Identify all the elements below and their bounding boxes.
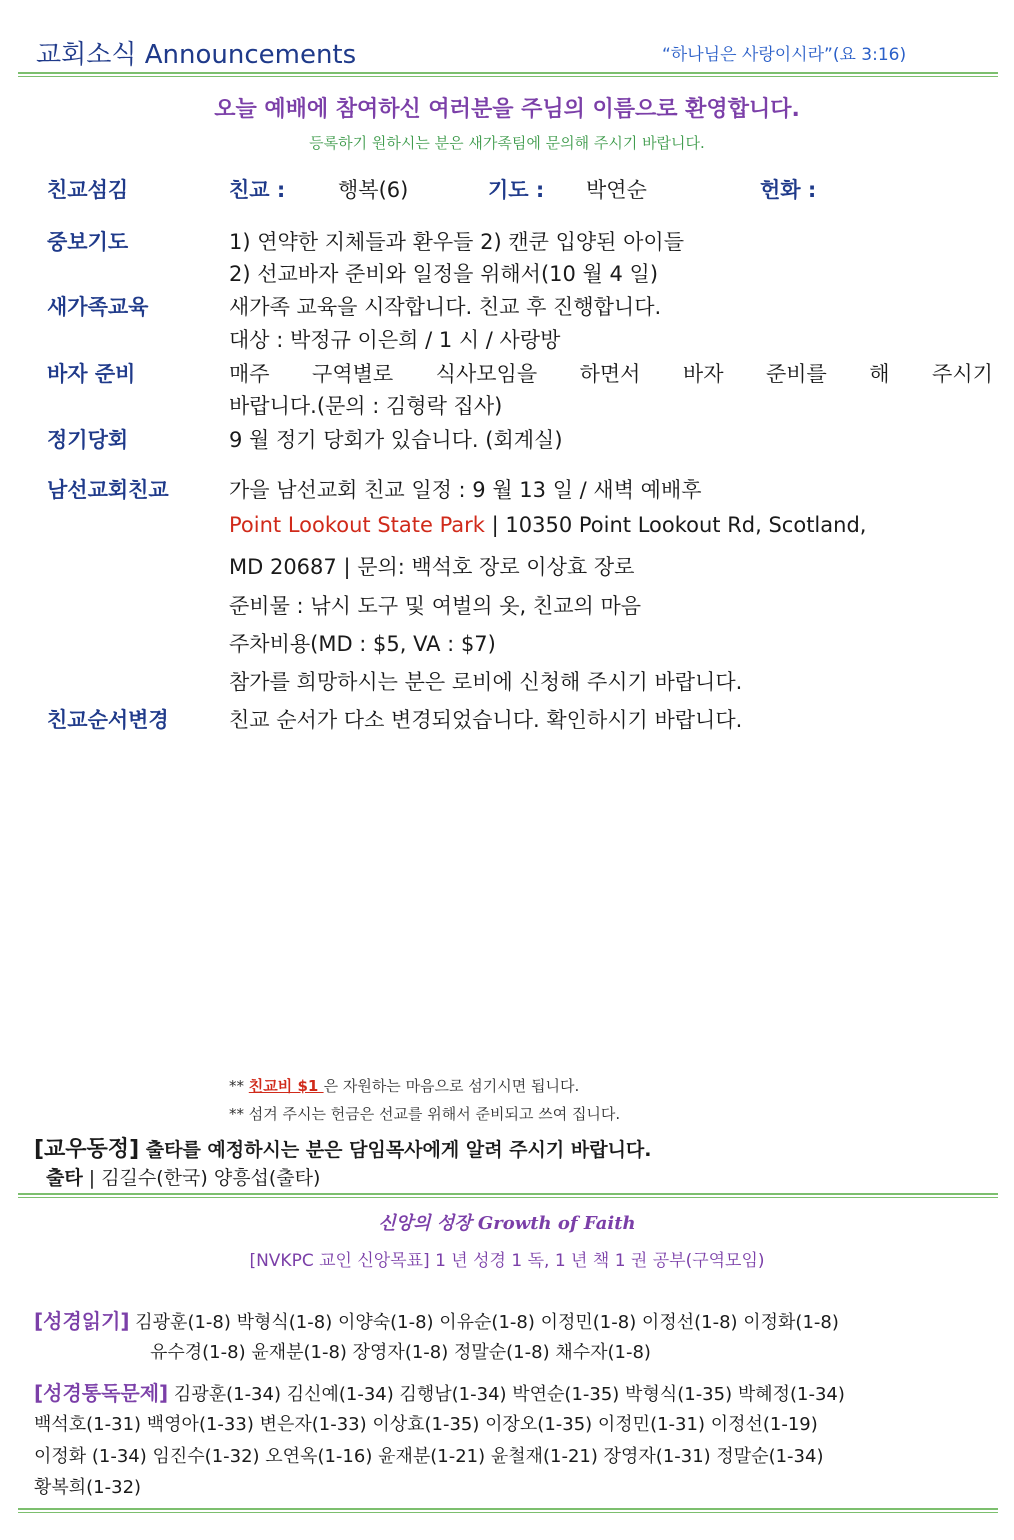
- reading-names-1: 김광훈(1-8) 박형식(1-8) 이양숙(1-8) 이유순(1-8) 이정민(1-8) 이정선(1-8) 이정화(1-8): [129, 1312, 839, 1333]
- note-offering: ** 섬겨 주시는 헌금은 선교를 위해서 준비되고 쓰여 집니다.: [229, 1105, 621, 1123]
- bazaar-word: 매주: [229, 362, 270, 386]
- outing-line5: 주차비용(MD : $5, VA : $7): [229, 632, 496, 656]
- fellowship-label: 친교 :: [229, 178, 286, 202]
- outing-line1: 가을 남선교회 친교 일정 : 9 월 13 일 / 새벽 예배후: [229, 478, 702, 502]
- order-label: 친교순서변경: [47, 708, 169, 732]
- prayer-value: 박연순: [586, 178, 647, 202]
- faith-goal: [NVKPC 교인 신앙목표] 1 년 성경 1 독, 1 년 책 1 권 공부(구역모임): [249, 1251, 765, 1271]
- bazaar-word: 해: [869, 362, 890, 386]
- newfamily-label: 새가족교육: [47, 295, 149, 319]
- quiz-line2: 백석호(1-31) 백영아(1-33) 변은자(1-33) 이상효(1-35) 이장오(1-35) 이정민(1-31) 이정선(1-19): [34, 1414, 818, 1435]
- park-address: | 10350 Point Lookout Rd, Scotland,: [484, 513, 867, 537]
- travel-value: | 김길수(한국) 양흥섭(출타): [82, 1167, 321, 1189]
- note-prefix: **: [229, 1077, 249, 1095]
- news-title: [34, 1132, 652, 1163]
- quiz-line3: 이정화 (1-34) 임진수(1-32) 오연옥(1-16) 윤재분(1-21) 윤철재(1-21) 장영자(1-31) 정말순(1-34): [34, 1446, 824, 1467]
- newfamily-line1: 새가족 교육을 시작합니다. 친교 후 진행합니다.: [229, 295, 662, 319]
- meeting-line1: 9 월 정기 당회가 있습니다. (회계실): [229, 428, 563, 452]
- outing-place: [229, 513, 866, 537]
- bazaar-word: 식사모임을: [435, 362, 538, 386]
- note-rest: 은 자원하는 마음으로 섬기시면 됩니다.: [323, 1077, 580, 1095]
- newfamily-line2: 대상 : 박정규 이은희 / 1 시 / 사랑방: [229, 328, 561, 352]
- faith-title: 신앙의 성장 Growth of Faith: [378, 1213, 636, 1234]
- travel-label: 출타: [46, 1167, 83, 1189]
- outing-label: 남선교회친교: [47, 478, 169, 502]
- bazaar-label: 바자 준비: [47, 362, 136, 386]
- meeting-label: 정기당회: [47, 428, 129, 452]
- bazaar-line2: 바랍니다.(문의 : 김형락 집사): [229, 394, 503, 418]
- reading-line2: 유수경(1-8) 윤재분(1-8) 장영자(1-8) 정말순(1-8) 채수자(1-8): [150, 1342, 651, 1363]
- fellowship-value: 행복(6): [338, 178, 409, 202]
- quiz-names-1: 김광훈(1-34) 김신예(1-34) 김행남(1-34) 박연순(1-35) 박형식(1-35) 박혜정(1-34): [168, 1384, 845, 1405]
- news-title-bracket: [교우동정]: [34, 1137, 140, 1162]
- order-line1: 친교 순서가 다소 변경되었습니다. 확인하시기 바랍니다.: [229, 708, 743, 732]
- quiz-line1: [34, 1377, 845, 1406]
- page-title: 교회소식 Announcements: [36, 40, 357, 70]
- fee-highlight: 친교비 $1: [248, 1077, 324, 1095]
- offering-label: 헌화 :: [760, 178, 817, 202]
- news-title-rest: 출타를 예정하시는 분은 담임목사에게 알려 주시기 바랍니다.: [139, 1139, 652, 1161]
- reading-line1: [34, 1305, 839, 1334]
- outing-line6: 참가를 희망하시는 분은 로비에 신청해 주시기 바랍니다.: [229, 670, 743, 694]
- welcome-message: 오늘 예배에 참여하신 여러분을 주님의 이름으로 환영합니다.: [214, 97, 800, 122]
- footer-divider: [18, 1508, 998, 1513]
- welcome-subtext: 등록하기 원하시는 분은 새가족팀에 문의해 주시기 바랍니다.: [309, 134, 705, 152]
- reading-label: [성경읽기]: [34, 1309, 130, 1333]
- park-name: Point Lookout State Park: [229, 513, 485, 537]
- news-travel: [46, 1163, 320, 1190]
- prayer-label: 기도 :: [488, 178, 545, 202]
- bazaar-word: 구역별로: [312, 362, 394, 386]
- bazaar-word: 하면서: [579, 362, 641, 386]
- intercession-line2: 2) 선교바자 준비와 일정을 위해서(10 월 4 일): [229, 262, 659, 286]
- intercession-label: 중보기도: [47, 230, 129, 254]
- bazaar-word: 준비를: [765, 362, 827, 386]
- outing-line3: MD 20687 | 문의: 백석호 장로 이상효 장로: [229, 555, 635, 579]
- bazaar-line1: [229, 358, 993, 388]
- intercession-line1: 1) 연약한 지체들과 환우들 2) 캔쿤 입양된 아이들: [229, 230, 684, 254]
- quiz-label: [성경통독문제]: [34, 1381, 169, 1405]
- quiz-line4: 황복희(1-32): [34, 1477, 142, 1498]
- note-fellowship-fee: [229, 1075, 579, 1096]
- outing-line4: 준비물 : 낚시 도구 및 여벌의 옷, 친교의 마음: [229, 594, 642, 618]
- bazaar-word: 주시기: [932, 362, 993, 386]
- bazaar-word: 바자: [682, 362, 724, 386]
- header-verse: “하나님은 사랑이시라”(요 3:16): [662, 45, 907, 65]
- service-label: 친교섬김: [47, 178, 129, 202]
- news-divider: [18, 1193, 998, 1198]
- header-divider: [18, 72, 998, 77]
